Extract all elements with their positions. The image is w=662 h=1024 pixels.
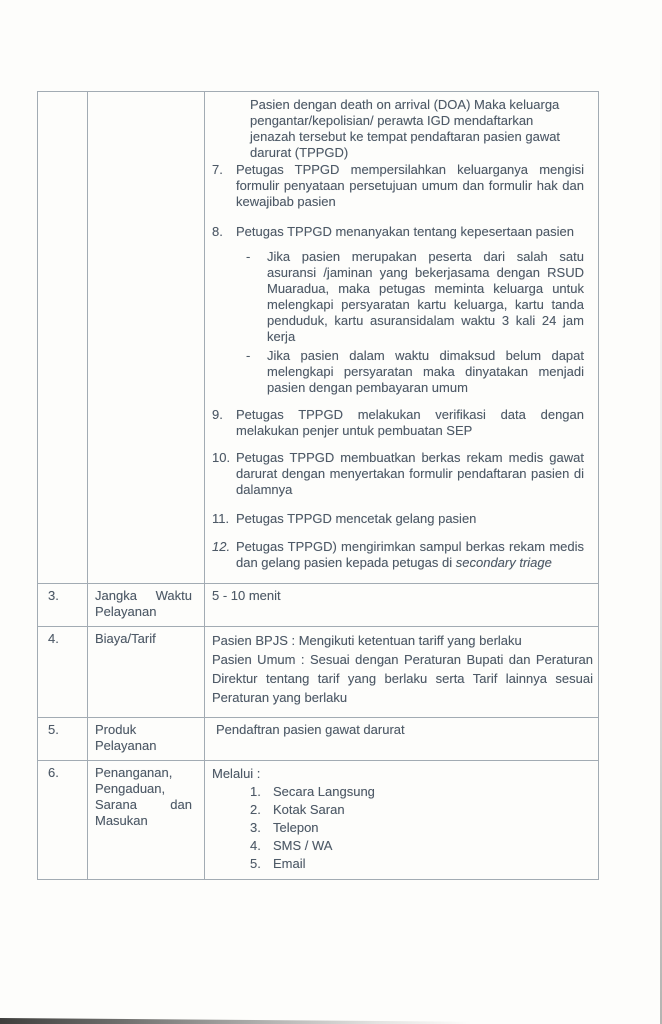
bullet-item xyxy=(246,249,584,345)
procedure-item-9 xyxy=(212,407,584,439)
item-text: Petugas TPPGD melakukan verifikasi data dengan melakukan penjer untuk pembuatan SEP xyxy=(236,407,584,438)
bullet-dash: - xyxy=(246,249,251,264)
tariff-line-bpjs: Pasien BPJS : Mengikuti ketentuan tariff yang berlaku xyxy=(212,633,522,648)
row-biaya-tarif xyxy=(38,626,598,717)
procedure-content-cell xyxy=(205,92,598,583)
row-number-cell: 5. xyxy=(38,718,88,760)
item-number: 8. xyxy=(212,224,223,239)
procedure-item-10 xyxy=(212,450,584,498)
label-cell: Jangka Waktu Pelayanan xyxy=(88,584,205,626)
item-number: 11. xyxy=(212,511,230,526)
label-cell xyxy=(88,92,205,583)
content-cell xyxy=(205,761,598,879)
row-number-cell: 4. xyxy=(38,627,88,717)
label-cell: Penanganan, Pengaduan, Sarana dan Masukan xyxy=(88,761,205,879)
item-text: Petugas TPPGD mempersilahkan keluarganya mengisi formulir penyataan persetujuan umum dan formulir hak dan kewajibab pasien xyxy=(236,162,584,209)
item-text: Petugas TPPGD membuatkan berkas rekam medis gawat darurat dengan menyertakan formulir pendaftaran pasien di dalamnya xyxy=(236,450,584,497)
bullet-text: Jika pasien merupakan peserta dari salah satu asuransi /jaminan yang bekerjasama dengan RSUD Muaradua, maka petugas meminta keluarga untuk melengkapi persyaratan kartu keluarga, kartu tanda penduduk, kartu asuransidalam waktu 3 kali 24 jam kerja xyxy=(267,249,584,344)
bullet-text: Jika pasien dalam waktu dimaksud belum dapat melengkapi persyaratan maka dinyatakan menjadi pasien dengan pembayaran umum xyxy=(267,348,584,395)
channel-item xyxy=(250,837,590,855)
procedure-row xyxy=(38,92,598,583)
continuation-paragraph: Pasien dengan death on arrival (DOA) Maka keluarga pengantar/kepolisian/ perawta IGD mendaftarkan jenazah tersebut ke tempat pendaftaran pasien gawat darurat (TPPGD) xyxy=(250,97,561,160)
bullet-item xyxy=(246,348,584,396)
channel-text: Kotak Saran xyxy=(273,802,345,817)
row-penanganan-pengaduan xyxy=(38,760,598,879)
item-text-regular: Petugas TPPGD) mengirimkan sampul berkas rekam medis dan gelang pasien kepada petugas di xyxy=(236,539,584,570)
scan-edge-bottom-artifact xyxy=(0,1018,472,1024)
insurance-bullet-list xyxy=(246,249,584,396)
channel-text: Secara Langsung xyxy=(273,784,375,799)
channel-item xyxy=(250,855,590,873)
channel-number: 3. xyxy=(250,820,261,835)
item-number: 9. xyxy=(212,407,223,422)
row-jangka-waktu xyxy=(38,583,598,626)
channel-list xyxy=(250,783,590,873)
tariff-line-umum: Pasien Umum : Sesuai dengan Peraturan Bupati dan Peraturan Direktur tentang tarif yang berlaku serta Tarif lainnya sesuai Peraturan yang berlaku xyxy=(212,652,593,705)
procedure-item-11 xyxy=(212,511,584,527)
content-cell: Pendaftran pasien gawat darurat xyxy=(216,722,405,737)
item-text xyxy=(236,539,584,571)
row-number-cell: 6. xyxy=(38,761,88,879)
item-text: Petugas TPPGD menanyakan tentang kepesertaan pasien xyxy=(236,224,574,239)
channel-text: Telepon xyxy=(273,820,319,835)
channels-intro: Melalui : xyxy=(212,766,261,781)
content-cell: 5 - 10 menit xyxy=(212,588,281,603)
channel-number: 4. xyxy=(250,838,261,853)
procedure-item-7 xyxy=(212,162,584,210)
label-cell: Biaya/Tarif xyxy=(88,627,205,717)
channel-item xyxy=(250,783,590,801)
service-standard-table xyxy=(37,91,599,880)
channel-number: 1. xyxy=(250,784,261,799)
item-number: 10. xyxy=(212,450,231,465)
channel-item xyxy=(250,819,590,837)
bullet-dash: - xyxy=(246,348,251,363)
item-number: 7. xyxy=(212,162,223,177)
procedure-item-12 xyxy=(212,539,584,571)
content-cell xyxy=(205,627,598,717)
row-produk-pelayanan xyxy=(38,717,598,760)
channel-item xyxy=(250,801,590,819)
item-text-italic: secondary triage xyxy=(455,555,552,570)
row-number-cell xyxy=(38,92,88,583)
row-number-cell: 3. xyxy=(38,584,88,626)
item-text: Petugas TPPGD mencetak gelang pasien xyxy=(236,511,477,526)
channel-number: 5. xyxy=(250,856,261,871)
channel-text: Email xyxy=(273,856,306,871)
item-number: 12. xyxy=(212,539,231,554)
label-cell: Produk Pelayanan xyxy=(88,718,205,760)
procedure-item-8 xyxy=(212,224,584,240)
channel-text: SMS / WA xyxy=(273,838,333,853)
channel-number: 2. xyxy=(250,802,261,817)
